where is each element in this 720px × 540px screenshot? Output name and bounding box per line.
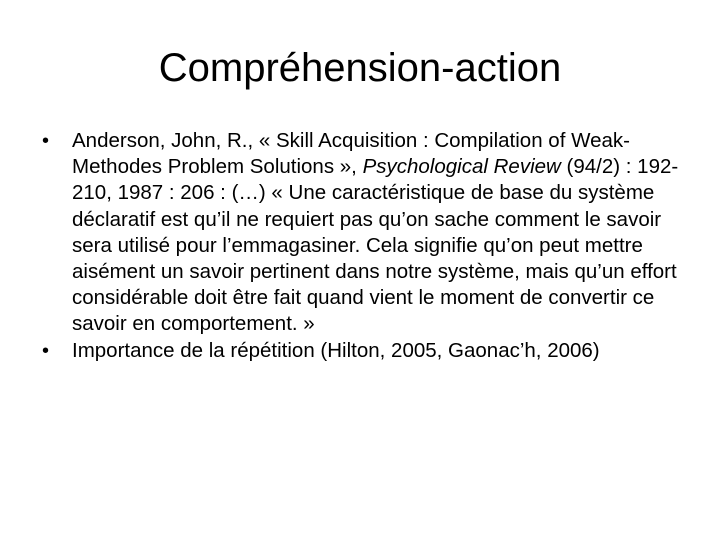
bullet-list xyxy=(36,128,696,364)
bullet-item-repetition xyxy=(36,338,696,364)
slide-title: Compréhension-action xyxy=(158,46,562,90)
bullet-text: Importance de la répétition (Hilton, 2005, Gaonac’h, 2006) xyxy=(72,338,600,362)
journal-title: Psychological Review xyxy=(362,155,561,179)
bullet-item-anderson-quote xyxy=(36,128,696,338)
citation-text: Anderson, John, R., « Skill Acquisition : Compilation of Weak-Methodes Problem Solutions », xyxy=(72,129,630,179)
quote-text: (94/2) : 192-210, 1987 : 206 : (…) « Une caractéristique de base du système déclaratif est qu’il ne requiert pas qu’on sache comment le savoir sera utilisé pour l’emmagasiner. Cela signifie qu’on peut mettre aisément un savoir pertinent dans notre système, mais qu’un effort considérable doit être fait quand vient le moment de convertir ce savoir en comportement. » xyxy=(72,155,679,336)
bullet-icon: • xyxy=(42,339,50,362)
bullet-icon: • xyxy=(42,130,50,152)
